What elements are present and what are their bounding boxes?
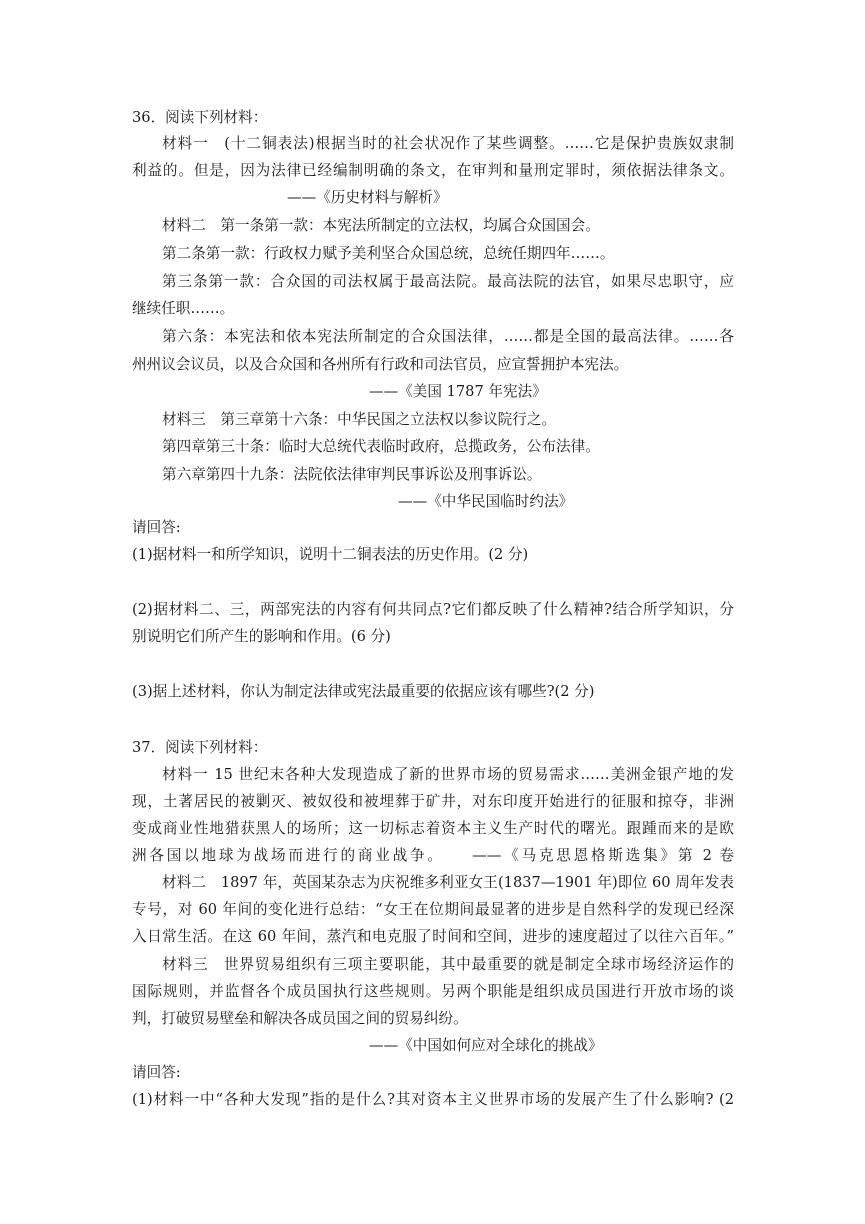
q36-heading: 36．阅读下列材料： xyxy=(132,109,268,126)
q36-question3: (3)据上述材料，你认为制定法律或宪法最重要的依据应该有哪些?(2 分) xyxy=(132,683,595,700)
q36-material1-source: ——《历史材料与解析》 xyxy=(287,189,448,206)
q37-question1: (1)材料一中“各种大发现”指的是什么?其对资本主义世界市场的发展产生了什么影响? (2 xyxy=(132,1091,734,1108)
q36-material2-line6: 州州议会议员，以及合众国和各州所有行政和司法官员，应宣誓拥护本宪法。 xyxy=(132,356,629,373)
q37-material1-line4: 洲各国以地球为战场而进行的商业战争。 ——《马克思恩格斯选集》第 2 卷 xyxy=(132,847,734,864)
q36-material2-line3: 第三条第一款：合众国的司法权属于最高法院。最高法院的法官，如果尽忠职守，应 xyxy=(162,273,734,290)
q36-material3-line1: 材料三 第三章第十六条：中华民国之立法权以参议院行之。 xyxy=(162,411,557,428)
q36-material3-source: ——《中华民国临时约法》 xyxy=(398,493,574,510)
q37-heading: 37．阅读下列材料： xyxy=(132,739,268,756)
q37-prompt: 请回答: xyxy=(132,1064,181,1081)
q36-prompt: 请回答: xyxy=(132,519,181,536)
q37-material3-source: ——《中国如何应对全球化的挑战》 xyxy=(369,1037,603,1054)
q37-material2-line2: 专号，对 60 年间的变化进行总结：“女王在位期间最显著的进步是自然科学的发现已经深 xyxy=(132,901,734,918)
q37-material1-line1: 材料一 15 世纪末各种大发现造成了新的世界市场的贸易需求……美洲金银产地的发 xyxy=(162,766,734,783)
q36-material2-line2: 第二条第一款：行政权力赋予美利坚合众国总统，总统任期四年……。 xyxy=(162,245,615,262)
q36-material2-line1: 材料二 第一条第一款：本宪法所制定的立法权，均属合众国国会。 xyxy=(162,217,600,234)
q36-material2-line4: 继续任职……。 xyxy=(132,300,235,317)
q37-material3-line2: 国际规则，并监督各个成员国执行这些规则。另两个职能是组织成员国进行开放市场的谈 xyxy=(132,983,734,1000)
q36-question2-line1: (2)据材料二、三，两部宪法的内容有何共同点?它们都反映了什么精神?结合所学知识，分 xyxy=(132,601,734,618)
q37-material2-line1: 材料二 1897 年，英国某杂志为庆祝维多利亚女王(1837—1901 年)即位 60 周年发表 xyxy=(162,874,734,891)
q37-material1-line3: 变成商业性地猎获黑人的场所；这一切标志着资本主义生产时代的曙光。跟踵而来的是欧 xyxy=(132,820,734,837)
q36-material2-source: ——《美国 1787 年宪法》 xyxy=(369,383,547,400)
q36-material3-line3: 第六章第四十九条：法院依法律审判民事诉讼及刑事诉讼。 xyxy=(162,466,542,483)
q37-material1-line2: 现，土著居民的被剿灭、被奴役和被埋葬于矿井，对东印度开始进行的征服和掠夺，非洲 xyxy=(132,793,734,810)
q37-material3-line3: 判，打破贸易壁垒和解决各成员国之间的贸易纠纷。 xyxy=(132,1010,468,1027)
q36-question2-line2: 别说明它们所产生的影响和作用。(6 分) xyxy=(132,628,391,645)
q36-material3-line2: 第四章第三十条：临时大总统代表临时政府，总揽政务，公布法律。 xyxy=(162,438,600,455)
q37-material2-line3: 入日常生活。在这 60 年间，蒸汽和电克服了时间和空间，进步的速度超过了以往六百年。” xyxy=(132,928,734,945)
q36-material1-line1: 材料一 (十二铜表法)根据当时的社会状况作了某些调整。……它是保护贵族奴隶制 xyxy=(162,135,734,152)
q36-question1: (1)据材料一和所学知识，说明十二铜表法的历史作用。(2 分) xyxy=(132,546,529,563)
q36-material1-line2: 利益的。但是，因为法律已经编制明确的条文，在审判和量刑定罪时，须依据法律条文。 xyxy=(132,162,734,179)
q37-material3-line1: 材料三 世界贸易组织有三项主要职能，其中最重要的就是制定全球市场经济运作的 xyxy=(162,956,734,973)
q36-material2-line5: 第六条：本宪法和依本宪法所制定的合众国法律，……都是全国的最高法律。……各 xyxy=(162,328,734,345)
